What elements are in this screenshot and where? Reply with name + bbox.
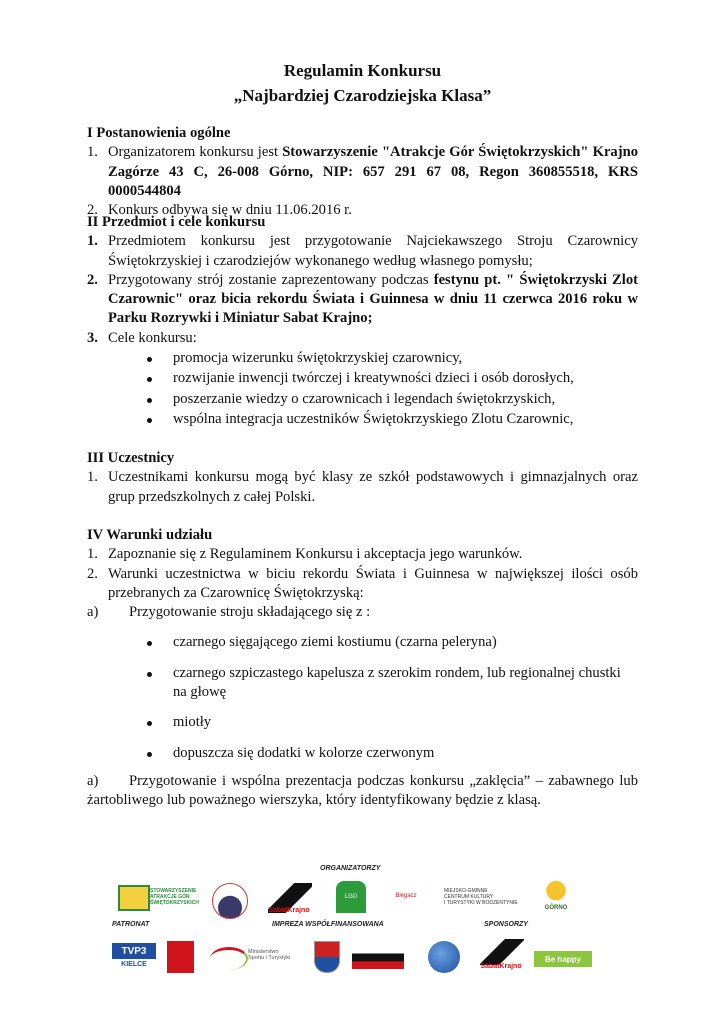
document-subtitle: „Najbardziej Czarodziejska Klasa” <box>233 86 492 105</box>
item-text: Warunki uczestnictwa w biciu rekordu Świata i Guinnesa w największej ilości osób przebranych za Czarownicę Świętokrzyską: <box>108 565 638 601</box>
section-heading: I Postanowienia ogólne <box>87 125 231 141</box>
list-item <box>87 468 638 507</box>
bullet-item: promocja wizerunku świętokrzyskiej czarownicy, <box>87 349 638 368</box>
item-number: 2. <box>87 565 98 582</box>
tvp-kielce-text: KIELCE <box>121 961 147 968</box>
alpha-item <box>87 772 638 811</box>
bullet-item: miotły <box>87 713 638 732</box>
bullet-item: czarnego szpiczastego kapelusza z szerokim rondem, lub regionalnej chustki na głowę <box>87 664 638 703</box>
sabat-krajno-logo-text: SabatKrajno <box>268 907 310 914</box>
sponsors-label: SPONSORZY <box>484 921 528 928</box>
item-number: 1. <box>87 546 98 563</box>
alpha-item <box>87 603 638 622</box>
bullet-item: dopuszcza się dodatki w kolorze czerwonym <box>87 744 638 763</box>
society-round-logo <box>212 883 248 919</box>
list-item <box>87 329 638 348</box>
item-text: Organizatorem konkursu jest <box>108 144 283 161</box>
section-heading: III Uczestnicy <box>87 450 175 466</box>
item-text: Uczestnikami konkursu mogą być klasy ze szkół podstawowych i gimnazjalnych oraz grup przedszkolnych z całej Polski. <box>108 469 638 505</box>
list-item <box>87 545 638 564</box>
sabat-krajno-sponsor-logo <box>480 939 524 965</box>
biegacz-logo: Biegacz <box>395 893 417 899</box>
item-text-bold: festynu pt. " Świętokrzyski Zlot Czarownic" oraz bicia rekordu Świata i Guinnesa w dniu 11 czerwca 2016 roku w Parku Rozrywki i Miniatur Sabat Krajno; <box>108 271 638 327</box>
coat-of-arms-logo <box>314 941 340 973</box>
item-text: Przygotowany strój zostanie zaprezentowany podczas <box>108 271 434 288</box>
cofinanced-label: IMPREZA WSPÓŁFINANSOWANA <box>272 921 384 928</box>
globe-sponsor-logo <box>428 941 460 973</box>
ministerstwo-swoosh-icon <box>210 947 248 970</box>
item-letter: a) <box>87 772 99 789</box>
be-happy-logo: Be happy <box>534 951 592 967</box>
section-heading: II Przedmiot i cele konkursu <box>87 214 266 230</box>
item-number: 1. <box>87 469 98 486</box>
list-item <box>87 232 638 271</box>
item-number: 1. <box>87 144 98 161</box>
ministerstwo-logo: Ministerstwo Sportu i Turystyki <box>248 949 291 961</box>
organizers-label: ORGANIZATORZY <box>320 865 381 872</box>
patronage-label: PATRONAT <box>112 921 150 928</box>
sabat-krajno-sponsor-text: SabatKrajno <box>480 963 522 970</box>
list-item <box>87 565 638 604</box>
stowarzyszenie-logo <box>118 885 150 911</box>
bullet-item: czarnego sięgającego ziemi kostiumu (czarna peleryna) <box>87 633 638 652</box>
gorno-logo: GÓRNO <box>532 877 580 911</box>
sponsor-logos <box>100 855 610 985</box>
lgd-logo: LGD <box>336 881 366 913</box>
item-text: Zapoznanie się z Regulaminem Konkursu i akceptacja jego warunków. <box>108 546 523 563</box>
wiadomosci-turystyczne-logo <box>167 941 194 973</box>
item-text: Przedmiotem konkursu jest przygotowanie Najciekawszego Stroju Czarownicy Świętokrzyskiej i czarodziejów wykonanego według własnego pomysłu; <box>108 233 638 269</box>
item-letter: a) <box>87 604 99 621</box>
bullet-item: poszerzanie wiedzy o czarownicach i legendach świętokrzyskich, <box>87 390 638 409</box>
section-conditions <box>87 526 638 811</box>
section-heading: IV Warunki udziału <box>87 527 213 543</box>
bullet-item: rozwijanie inwencji twórczej i kreatywności dzieci i osób dorosłych, <box>87 369 638 388</box>
list-item <box>87 271 638 329</box>
item-number: 3. <box>87 329 98 346</box>
mgck-logo: MIEJSKO-GMINNE CENTRUM KULTURY I TURYSTYKI W BODZENTYNIE <box>444 888 518 906</box>
item-text: Przygotowanie stroju składającego się z : <box>129 604 371 621</box>
item-text-bold: Stowarzyszenie "Atrakcje Gór Świętokrzyskich" Krajno Zagórze 43 C, 26-008 Górno, NIP: 657 291 67 08, Regon 360855518, KRS 0000544804 <box>108 144 638 199</box>
section-participants <box>87 449 638 507</box>
list-item <box>87 143 638 201</box>
item-number: 1. <box>87 233 98 250</box>
item-text: Cele konkursu: <box>108 329 197 346</box>
item-text: Konkurs odbywa się w dniu 11.06.2016 r. <box>108 202 352 219</box>
tvp3-logo: TVP3 <box>112 943 156 959</box>
stowarzyszenie-logo-text: STOWARZYSZENIE ATRAKCJE GÓR ŚWIĘTOKRZYSKICH <box>150 888 199 906</box>
section-subject <box>87 213 638 429</box>
section-general <box>87 124 638 220</box>
item-text: Przygotowanie i wspólna prezentacja podczas konkursu „zaklęcia” – zabawnego lub żartobliwego lub poważnego wierszyka, który identyfikowany będzie z klasą. <box>87 772 638 809</box>
item-number: 2. <box>87 271 98 288</box>
item-number: 2. <box>87 202 98 219</box>
document-title: Regulamin Konkursu <box>283 61 442 80</box>
bullet-item: wspólna integracja uczestników Świętokrzyskiego Zlotu Czarownic, <box>87 410 638 429</box>
event-logo <box>352 943 404 969</box>
